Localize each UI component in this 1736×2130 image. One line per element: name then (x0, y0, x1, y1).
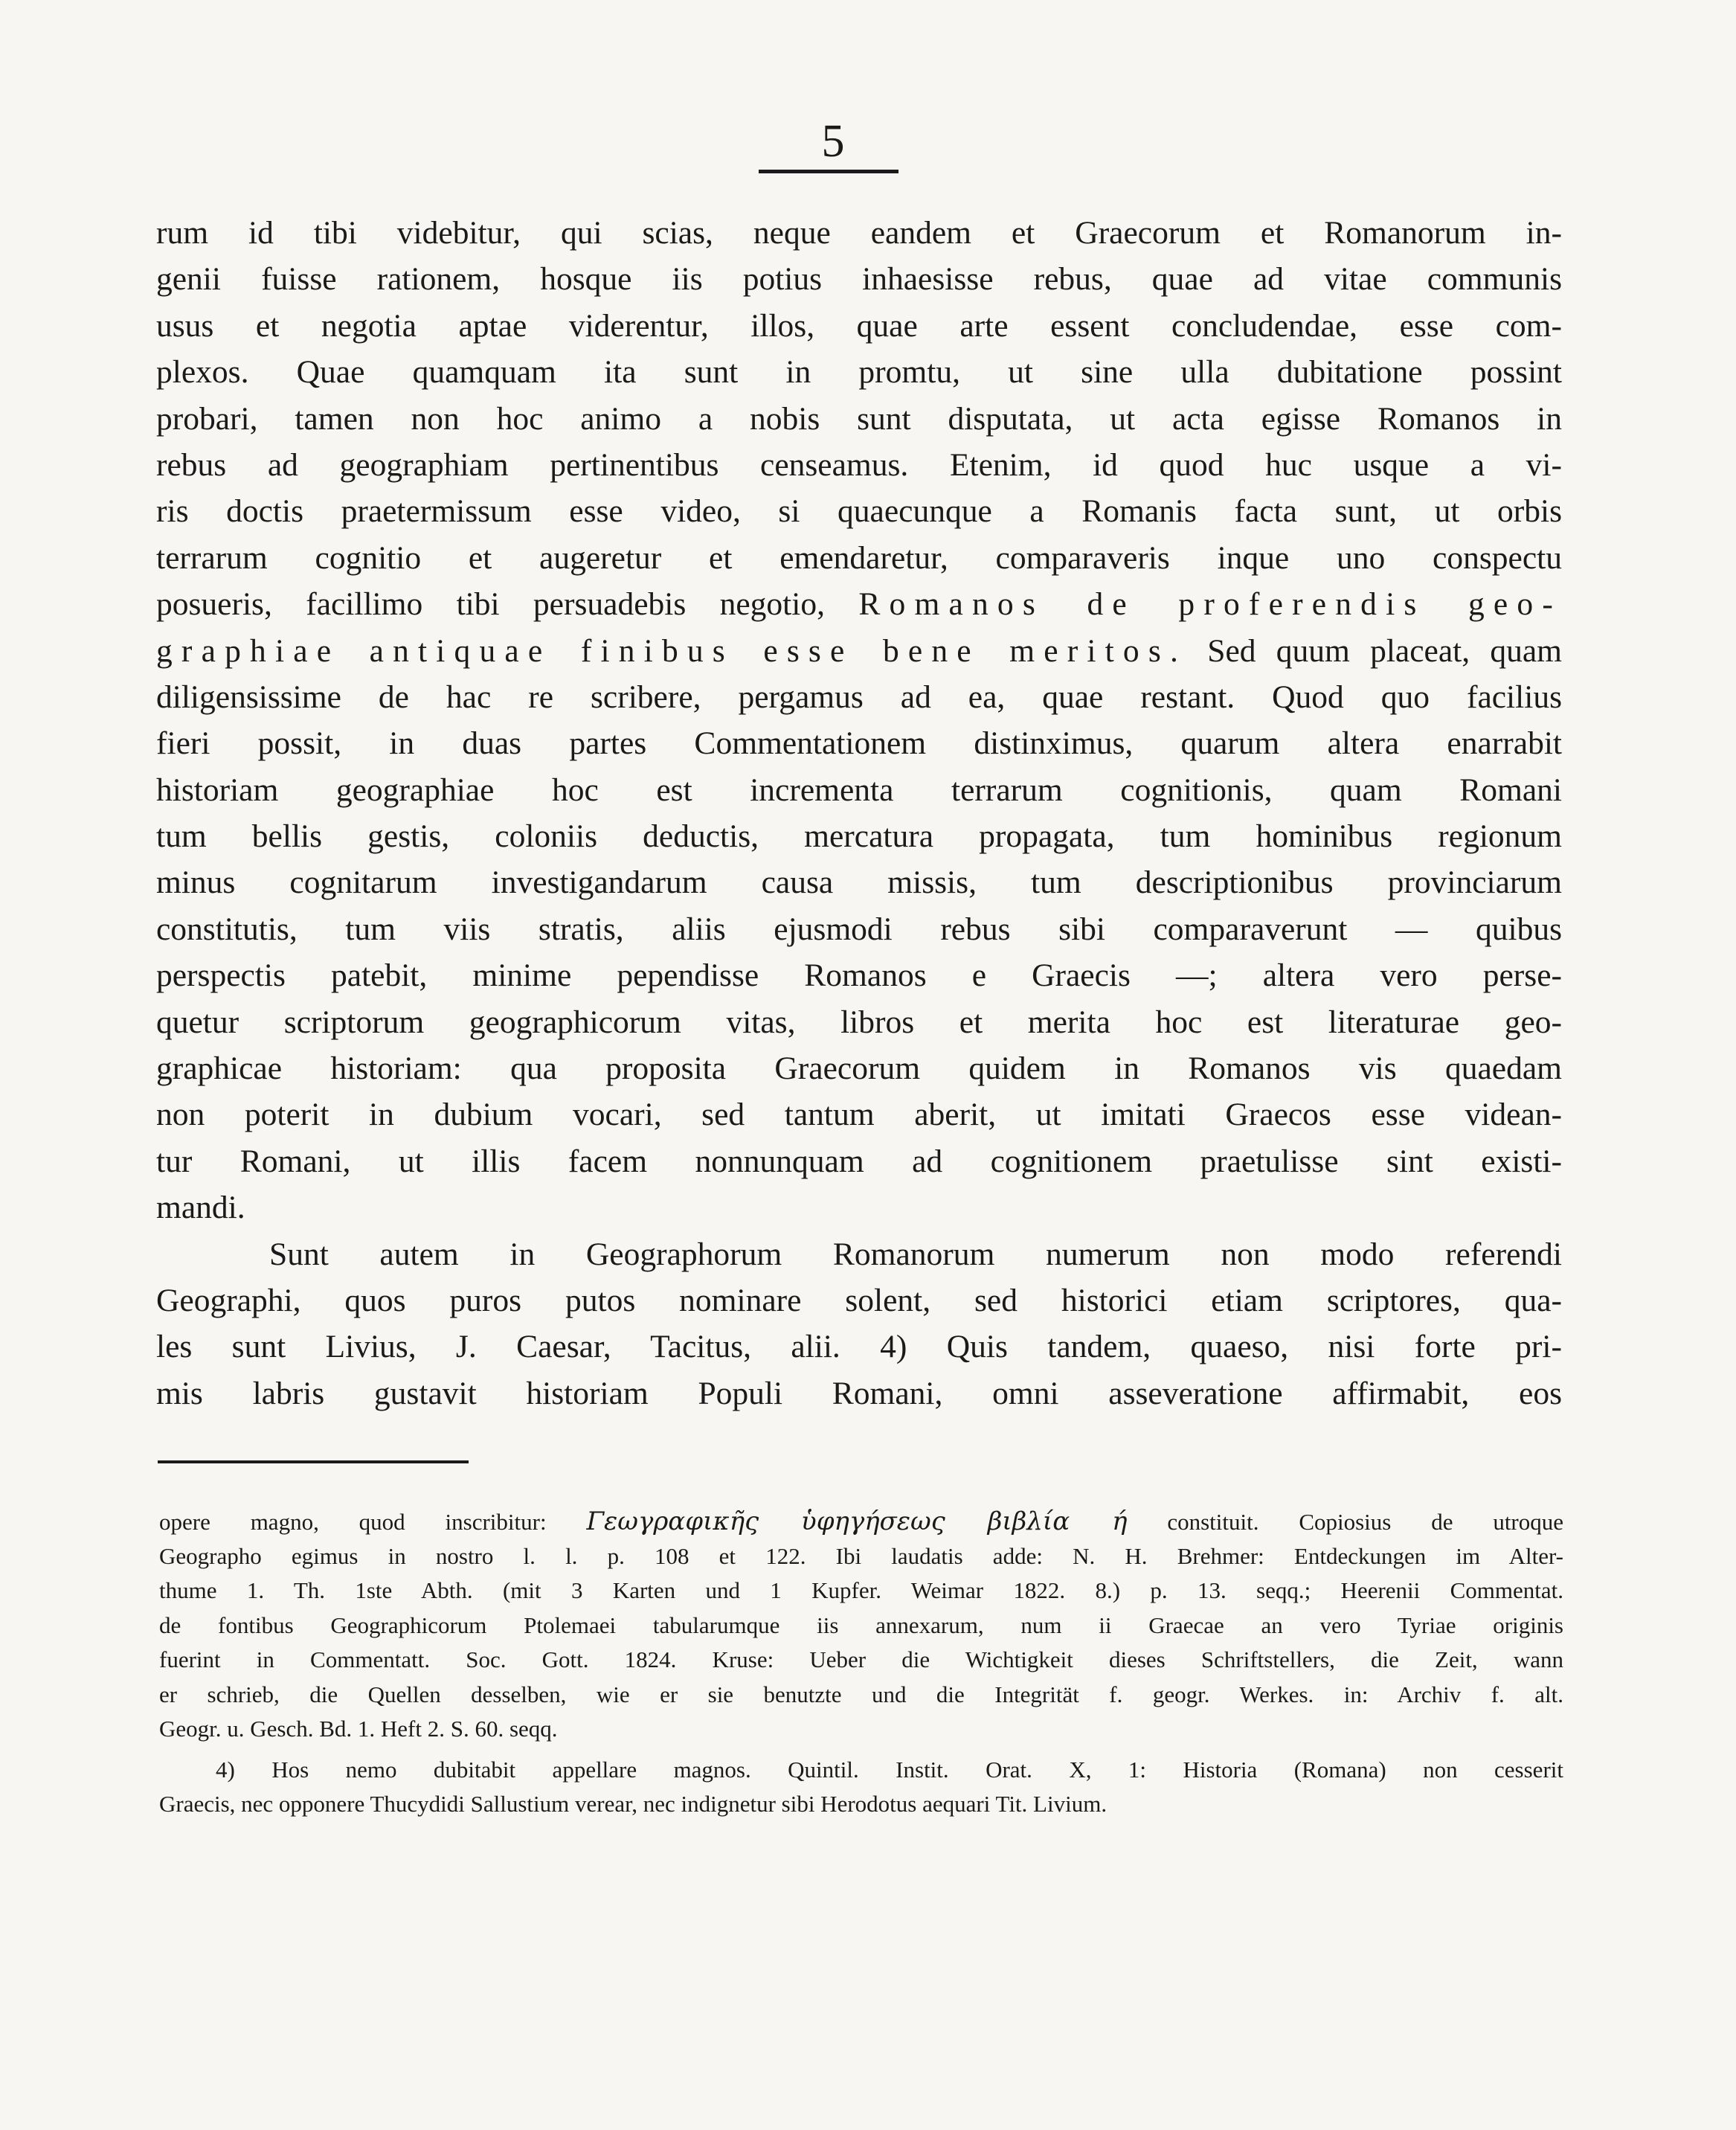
footnote-line: Graecis, nec opponere Thucydidi Sallustium verear, nec indignetur sibi Herodotus aequari Tit. Livium. (159, 1791, 1107, 1817)
text-line: diligensissime de hac re scribere, pergamus ad ea, quae restant. Quod quo facilius (156, 679, 1562, 715)
text-line: genii fuisse rationem, hosque iis potius inhaesisse rebus, quae ad vitae communis (156, 261, 1562, 298)
text-line: minus cognitarum investigandarum causa missis, tum descriptionibus provinciarum (156, 864, 1562, 901)
text-line (156, 581, 1562, 627)
text-line: rum id tibi videbitur, qui scias, neque eandem et Graecorum et Romanorum in- (156, 215, 1562, 251)
text-line: tur Romani, ut illis facem nonnunquam ad cognitionem praetulisse sint existi- (156, 1143, 1562, 1179)
text-line: ris doctis praetermissum esse video, si quaecunque a Romanis facta sunt, ut orbis (156, 493, 1562, 530)
footnote-rule (158, 1460, 469, 1463)
text-line: plexos. Quae quamquam ita sunt in promtu, ut sine ulla dubitatione possint (156, 354, 1562, 391)
text-line: perspectis patebit, minime pependisse Romanos e Graecis —; altera vero perse- (156, 957, 1562, 994)
text-line: rebus ad geographiam pertinentibus censeamus. Etenim, id quod huc usque a vi- (156, 446, 1562, 483)
text-line (156, 628, 1562, 674)
footnote-4: 4) Hos nemo dubitabit appellare magnos. Quintil. Instit. Orat. X, 1: Historia (Romana) non cesserit (216, 1756, 1563, 1783)
footnote-line (159, 1504, 1563, 1539)
main-text (156, 210, 1562, 1417)
footnotes (159, 1504, 1563, 1822)
header-rule (759, 170, 898, 173)
text-segment: constituit. Copiosius de utroque (1167, 1509, 1564, 1535)
footnote-line: thume 1. Th. 1ste Abth. (mit 3 Karten und 1 Kupfer. Weimar 1822. 8.) p. 13. seqq.; Heerenii Commentat. (159, 1577, 1563, 1603)
text-line: tum bellis gestis, coloniis deductis, mercatura propagata, tum hominibus regionum (156, 818, 1562, 855)
footnote-line: fuerint in Commentatt. Soc. Gott. 1824. Kruse: Ueber die Wichtigkeit dieses Schriftstellers, die Zeit, wann (159, 1646, 1563, 1672)
text-segment: posueris, facillimo tibi persuadebis negotio, (156, 586, 825, 623)
text-line: historiam geographiae hoc est incrementa terrarum cognitionis, quam Romani (156, 772, 1562, 808)
page-number: 5 (821, 116, 845, 167)
footnote-line: Geographo egimus in nostro l. l. p. 108 et 122. Ibi laudatis adde: N. H. Brehmer: Entdeckungen im Alter- (159, 1542, 1563, 1569)
emphasized-text: Romanos de proferendis geo- (858, 586, 1562, 623)
greek-title: Γεωγραφικῆς ὑφηγήσεως βιβλία ή (586, 1507, 1128, 1536)
text-line: usus et negotia aptae viderentur, illos, quae arte essent concludendae, esse com- (156, 307, 1562, 344)
text-segment: opere magno, quod inscribitur: (159, 1509, 547, 1535)
text-line: quetur scriptorum geographicorum vitas, libros et merita hoc est literaturae geo- (156, 1004, 1562, 1040)
text-line: non poterit in dubium vocari, sed tantum aberit, ut imitati Graecos esse videan- (156, 1097, 1562, 1133)
text-line: fieri possit, in duas partes Commentationem distinximus, quarum altera enarrabit (156, 725, 1562, 762)
text-line: les sunt Livius, J. Caesar, Tacitus, alii. 4) Quis tandem, quaeso, nisi forte pri- (156, 1329, 1562, 1365)
text-line: constitutis, tum viis stratis, aliis ejusmodi rebus sibi comparaverunt — quibus (156, 911, 1562, 947)
text-line: mandi. (156, 1190, 245, 1226)
footnote-line: de fontibus Geographicorum Ptolemaei tabularumque iis annexarum, num ii Graecae an vero Tyriae originis (159, 1611, 1563, 1638)
text-line: Sunt autem in Geographorum Romanorum numerum non modo referendi (269, 1236, 1562, 1272)
footnote-line: Geogr. u. Gesch. Bd. 1. Heft 2. S. 60. seqq. (159, 1716, 558, 1742)
text-line: graphicae historiam: qua proposita Graecorum quidem in Romanos vis quaedam (156, 1050, 1562, 1087)
text-line: terrarum cognitio et augeretur et emendaretur, comparaveris inque uno conspectu (156, 539, 1562, 576)
text-line: mis labris gustavit historiam Populi Romani, omni asseveratione affirmabit, eos (156, 1375, 1562, 1411)
text-line: probari, tamen non hoc animo a nobis sunt disputata, ut acta egisse Romanos in (156, 400, 1562, 437)
text-segment: Sed quum placeat, quam (1207, 632, 1562, 669)
emphasized-text: graphiae antiquae finibus esse bene meritos. (156, 632, 1187, 669)
text-line: Geographi, quos puros putos nominare solent, sed historici etiam scriptores, qua- (156, 1282, 1562, 1318)
footnote-line: er schrieb, die Quellen desselben, wie er sie benutzte und die Integrität f. geogr. Werkes. in: Archiv f. alt. (159, 1681, 1563, 1707)
